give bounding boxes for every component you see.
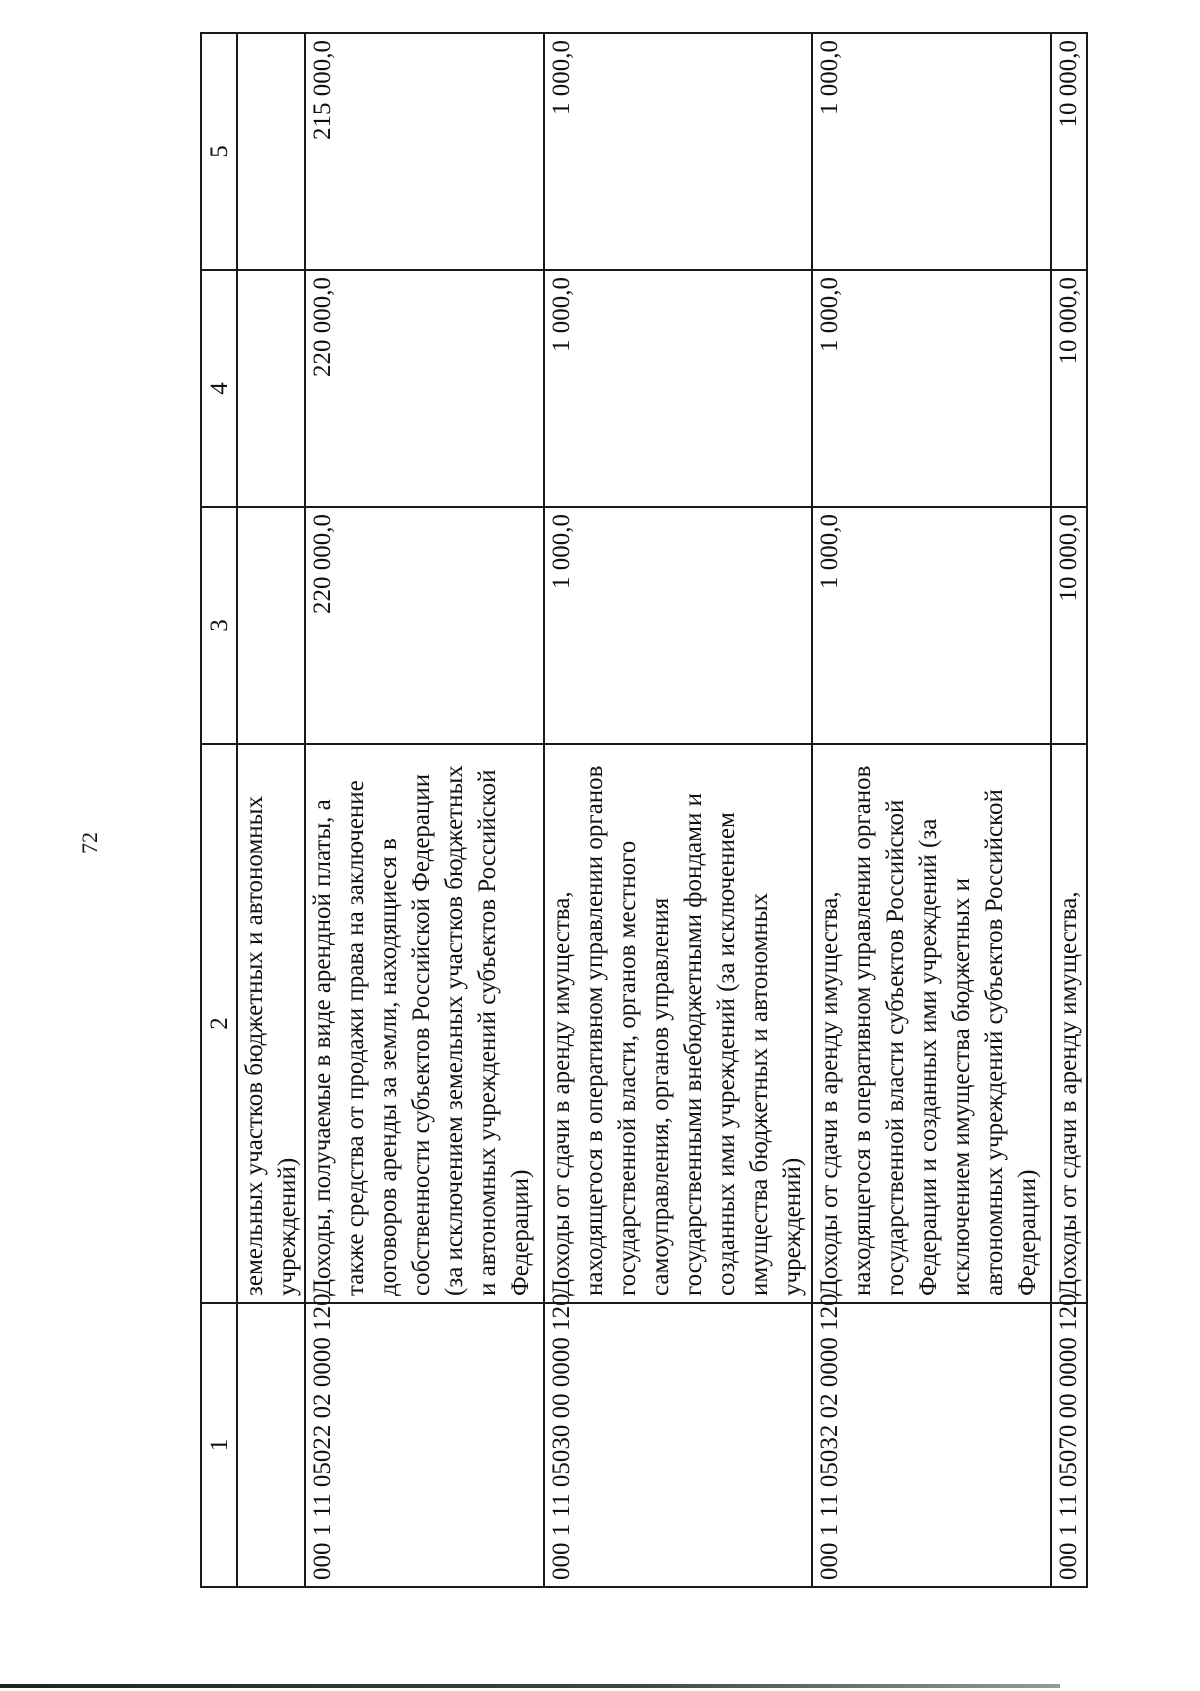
header-row bbox=[201, 33, 237, 1587]
row-code: 000 1 11 05022 02 0000 120 bbox=[305, 1303, 544, 1587]
row-name: Доходы от сдачи в аренду имущества, bbox=[1051, 744, 1087, 1303]
header-col-1: 1 bbox=[201, 1303, 237, 1587]
row-value-col4 bbox=[237, 270, 305, 507]
row-value-col4: 220 000,0 bbox=[305, 270, 544, 507]
table-row bbox=[812, 33, 1051, 1587]
row-value-col3: 1 000,0 bbox=[812, 507, 1051, 744]
row-value-col5: 10 000,0 bbox=[1051, 33, 1087, 270]
table-body bbox=[237, 33, 1087, 1587]
header-col-2: 2 bbox=[201, 744, 237, 1303]
row-value-col4: 1 000,0 bbox=[544, 270, 812, 507]
row-value-col4: 1 000,0 bbox=[812, 270, 1051, 507]
table-row bbox=[1051, 33, 1087, 1587]
row-value-col5: 1 000,0 bbox=[812, 33, 1051, 270]
table-header bbox=[201, 33, 237, 1587]
row-value-col5: 1 000,0 bbox=[544, 33, 812, 270]
row-value-col3: 220 000,0 bbox=[305, 507, 544, 744]
row-value-col3 bbox=[237, 507, 305, 744]
row-code: 000 1 11 05030 00 0000 120 bbox=[544, 1303, 812, 1587]
row-code: 000 1 11 05032 02 0000 120 bbox=[812, 1303, 1051, 1587]
row-name: Доходы от сдачи в аренду имущества, находящегося в оперативном управлении органов государственной власти субъектов Российской Федерации и созданных ими учреждений (за исключением имущества бюджетных и автономных учреждений субъектов Российской Федерации) bbox=[812, 744, 1051, 1303]
row-value-col5 bbox=[237, 33, 305, 270]
budget-revenue-table bbox=[200, 32, 1088, 1588]
row-code: 000 1 11 05070 00 0000 120 bbox=[1051, 1303, 1087, 1587]
row-value-col4: 10 000,0 bbox=[1051, 270, 1087, 507]
header-col-3: 3 bbox=[201, 507, 237, 744]
row-value-col5: 215 000,0 bbox=[305, 33, 544, 270]
header-col-4: 4 bbox=[201, 270, 237, 507]
row-name: земельных участков бюджетных и автономных учреждений) bbox=[237, 744, 305, 1303]
row-code bbox=[237, 1303, 305, 1587]
table-row bbox=[544, 33, 812, 1587]
row-value-col3: 10 000,0 bbox=[1051, 507, 1087, 744]
table-row bbox=[237, 33, 305, 1587]
scan-edge-line bbox=[0, 1684, 1060, 1688]
row-name: Доходы от сдачи в аренду имущества, находящегося в оперативном управлении органов государственной власти, органов местного самоуправления, органов управления государственными внебюджетными фондами и созданных ими учреждений (за исключением имущества бюджетных и автономных учреждений) bbox=[544, 744, 812, 1303]
header-col-5: 5 bbox=[201, 33, 237, 270]
row-name: Доходы, получаемые в виде арендной платы, а также средства от продажи права на заключение договоров аренды за земли, находящиеся в собственности субъектов Российской Федерации (за исключением земельных участков бюджетных и автономных учреждений субъектов Российской Федерации) bbox=[305, 744, 544, 1303]
table-row bbox=[305, 33, 544, 1587]
page-number: 72 bbox=[77, 832, 102, 854]
rotated-table-container bbox=[200, 40, 1088, 1588]
row-value-col3: 1 000,0 bbox=[544, 507, 812, 744]
